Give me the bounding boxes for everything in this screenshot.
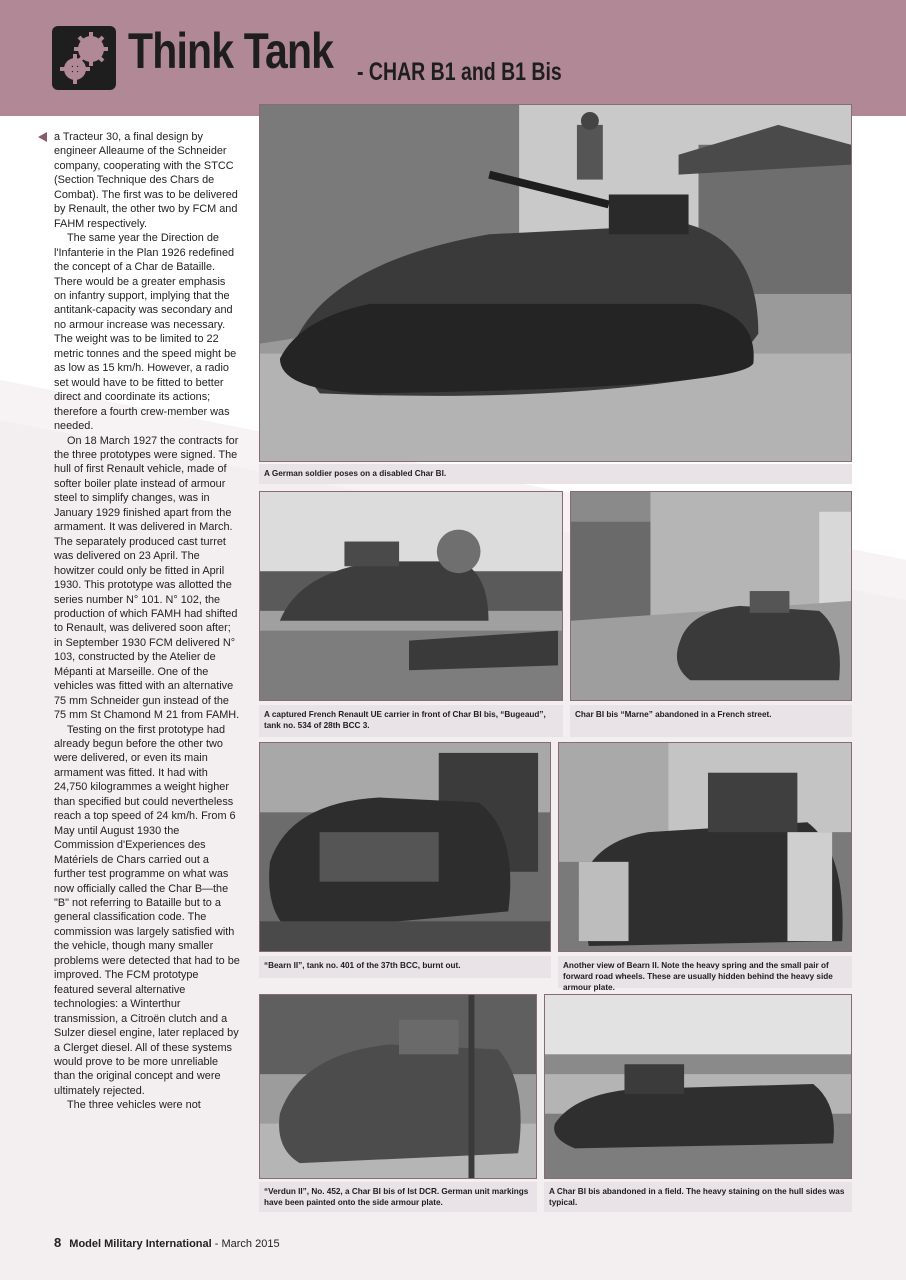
page-footer [54,1235,280,1250]
photo-bearn-ii-front [558,742,852,952]
continuation-arrow-icon [38,132,47,142]
photo-marne-street [570,491,852,701]
caption-photo-3: Char BI bis “Marne” abandoned in a French street. [570,705,852,737]
photo-bearn-ii-burnt [259,742,551,952]
caption-photo-7: A Char BI bis abandoned in a field. The heavy staining on the hull sides was typical. [544,1182,852,1212]
issue-date: - March 2015 [214,1238,280,1250]
photo-renault-ue-and-bugeaud [259,491,563,701]
photo-char-b1-field [544,994,852,1179]
page-title: Think Tank [128,23,334,79]
caption-photo-2: A captured French Renault UE carrier in front of Char BI bis, “Bugeaud”, tank no. 534 of 28th BCC 3. [259,705,563,737]
photo-verdun-ii [259,994,537,1179]
caption-photo-4: “Bearn II”, tank no. 401 of the 37th BCC, burnt out. [259,956,551,978]
paragraph: a Tracteur 30, a final design by engineer Alleaume of the Schneider company, cooperating with the STCC (Section Technique des Chars de Combat). The first was to be delivered by Renault, the other two by FCM and FAHM respectively. [54,131,238,230]
caption-photo-1: A German soldier poses on a disabled Char BI. [259,464,852,484]
gears-icon [52,26,116,90]
header-band [0,0,906,116]
paragraph: The same year the Direction de l'Infanterie in the Plan 1926 redefined the concept of a Char de Bataille. There would be a greater emphasis on infantry support, implying that the antitank-capacity was secondary and no armour increase was necessary. The weight was to be limited to 22 metric tonnes and the speed might be as low as 15 km/h. However, a radio set would have to be fitted to better direct and coordinate its actions; therefore a fourth crew-member was needed. [54,232,237,433]
magazine-name: Model Military International [69,1238,212,1250]
caption-photo-5: Another view of Bearn II. Note the heavy spring and the small pair of forward road wheels. These are usually hidden behind the heavy side armour plate. [558,956,852,988]
caption-photo-6: “Verdun II”, No. 452, a Char BI bis of Ist DCR. German unit markings have been painted onto the side armour plate. [259,1182,537,1212]
photo-soldier-on-char-b1 [259,104,852,462]
paragraph: The three vehicles were not [67,1099,201,1112]
page-number: 8 [54,1235,62,1250]
paragraph: On 18 March 1927 the contracts for the three prototypes were signed. The hull of first Renault vehicle, made of softer boiler plate instead of armour steel to simplify changes, was in January 1929 finished apart from the armament. It was delivered in March. The separately produced cast turret was delivered on 23 April. The howitzer could only be fitted in April 1930. This prototype was allotted the series number N° 101. N° 102, the production of which FAMH had shifted to Renault, was delivered soon after; in September 1930 FCM delivered N° 103, constructed by the Atelier de Mépanti at Marseille. One of the vehicles was fitted with an alternative 75 mm Schneider gun instead of the 75 mm St Chamond M 21 from FAMH. [54,434,240,722]
page-subtitle: - CHAR B1 and B1 Bis [357,58,562,86]
article-body [54,130,240,1113]
paragraph: Testing on the first prototype had already begun before the other two were delivered, or even its main armament was fitted. It had with 24,750 kilogrammes a weight higher than specified but could nevertheless reach a top speed of 24 km/h. From 6 May until August 1930 the Commission d'Experiences des Matériels de Chars carried out a further test programme on what was now officially called the Char B—the "B" not referring to Bataille but to a general classification code. The commission was largely satisfied with the vehicle, though many smaller problems were detected that had to be improved. The FCM prototype featured several alternative technologies: a Winterthur transmission, a Citroën clutch and a Sulzer diesel engine, later replaced by a Clerget diesel. All of these systems would prove to be more unreliable than the original concept and were ultimately rejected. [54,723,240,1097]
